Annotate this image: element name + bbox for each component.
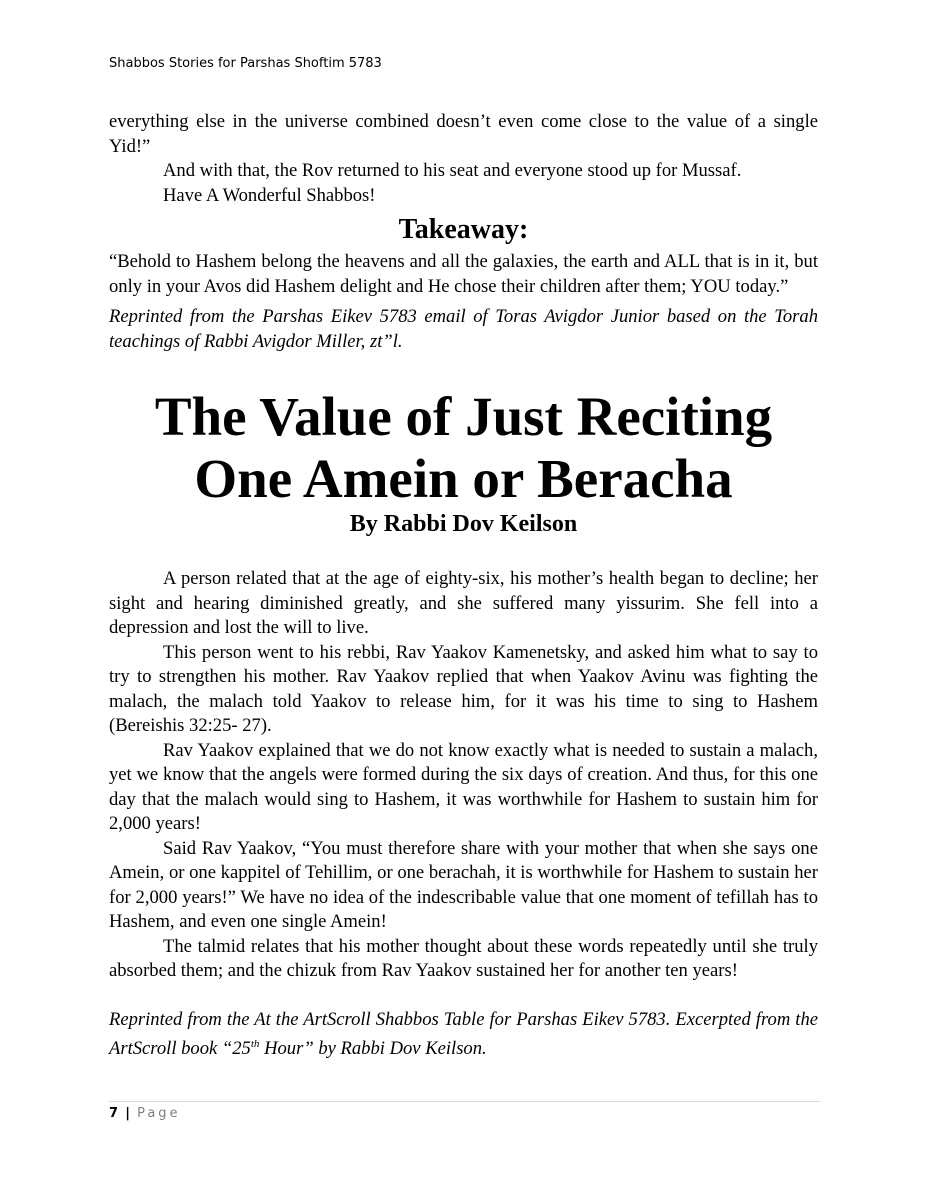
continuation-text bbox=[109, 110, 818, 208]
takeaway-credit: Reprinted from the Parshas Eikev 5783 email of Toras Avigdor Junior based on the Torah teachings of Rabbi Avigdor Miller, zt”l. bbox=[109, 306, 818, 352]
footer-separator: | bbox=[125, 1106, 130, 1121]
article-paragraph: Rav Yaakov explained that we do not know exactly what is needed to sustain a malach, yet we know that the angels were formed during the six days of creation. And thus, for this one day that the malach would sing to Hashem, it was worthwhile for Hashem to sustain him for 2,000 years! bbox=[109, 739, 818, 834]
page-footer bbox=[109, 1106, 181, 1121]
article-paragraph: This person went to his rebbi, Rav Yaakov Kamenetsky, and asked him what to say to try to strengthen his mother. Rav Yaakov replied that when Yaakov Avinu was fighting the malach, the malach told Yaakov to release him, for it was his time to sing to Hashem (Bereishis 32:25- 27). bbox=[109, 641, 818, 736]
page-number: 7 bbox=[109, 1106, 119, 1121]
takeaway-quote: “Behold to Hashem belong the heavens and all the galaxies, the earth and ALL that is in it, but only in your Avos did Hashem delight and He chose their children after them; YOU today.” bbox=[109, 251, 818, 297]
article-body bbox=[109, 567, 818, 1062]
article-credit-text: Hour” by Rabbi Dov Keilson. bbox=[259, 1038, 487, 1060]
article-paragraph: Said Rav Yaakov, “You must therefore share with your mother that when she says one Amein, or one kappitel of Tehillim, or one berachah, it is worthwhile for Hashem to sustain her for 2,000 years!” We have no idea of the indescribable value that one moment of tefillah has to Hashem, and even one single Amein! bbox=[109, 837, 818, 932]
article-paragraph: The talmid relates that his mother thought about these words repeatedly until she truly absorbed them; and the chizuk from Rav Yaakov sustained her for another ten years! bbox=[109, 935, 818, 981]
continuation-paragraph: everything else in the universe combined doesn’t even come close to the value of a single Yid!” bbox=[109, 111, 818, 157]
page-label: Page bbox=[137, 1106, 181, 1121]
running-header: Shabbos Stories for Parshas Shoftim 5783 bbox=[109, 56, 382, 71]
article-paragraph: A person related that at the age of eighty-six, his mother’s health began to decline; her sight and hearing diminished greatly, and she suffered many yissurim. She fell into a depression and lost the will to live. bbox=[109, 568, 818, 638]
article-credit-text: Reprinted from the At the ArtScroll Shabbos Table for Parshas Eikev 5783. Excerpted from the ArtScroll book “25 bbox=[109, 1008, 818, 1060]
article-title-line: One Amein or Beracha bbox=[194, 448, 733, 509]
article-credit-superscript: th bbox=[250, 1038, 260, 1050]
article-title-line: The Value of Just Reciting bbox=[154, 386, 773, 447]
footer-divider bbox=[109, 1101, 820, 1102]
article-title bbox=[60, 386, 867, 510]
article-credit bbox=[109, 1008, 818, 1062]
article-byline: By Rabbi Dov Keilson bbox=[349, 511, 578, 537]
takeaway-section bbox=[109, 250, 818, 354]
closing-greeting: Have A Wonderful Shabbos! bbox=[163, 184, 376, 206]
continuation-paragraph: And with that, the Rov returned to his seat and everyone stood up for Mussaf. bbox=[163, 160, 742, 181]
takeaway-heading: Takeaway: bbox=[398, 214, 529, 245]
